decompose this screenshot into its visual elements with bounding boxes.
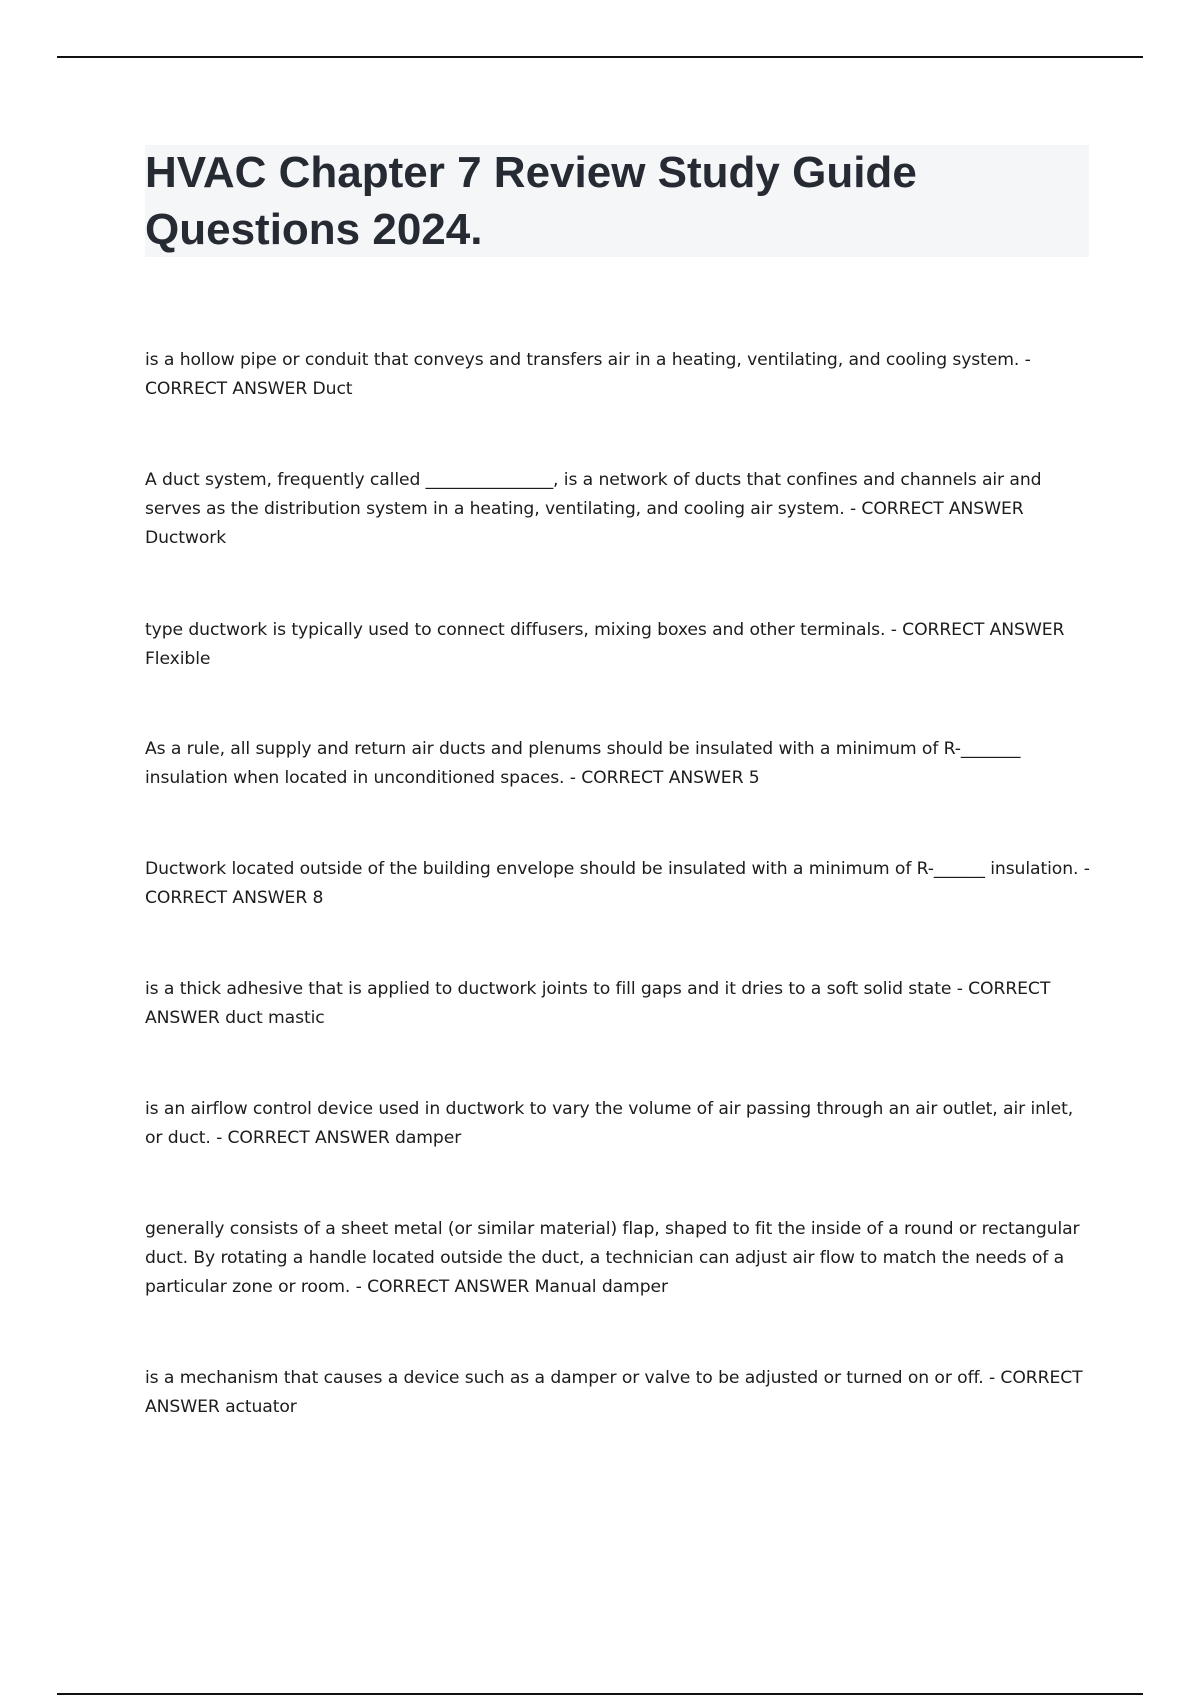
question-item: is a thick adhesive that is applied to ductwork joints to fill gaps and it dries to a soft solid state - CORRECT ANSWER duct mastic [145, 979, 1051, 1028]
question-item: is a hollow pipe or conduit that conveys and transfers air in a heating, ventilating, and cooling system. - CORRECT ANSWER Duct [145, 350, 1031, 399]
top-rule [57, 56, 1143, 58]
question-item: As a rule, all supply and return air ducts and plenums should be insulated with a minimum of R-_______ insulation when located in unconditioned spaces. - CORRECT ANSWER 5 [145, 739, 1021, 788]
question-item: Ductwork located outside of the building envelope should be insulated with a minimum of R-______ insulation. - CORRECT ANSWER 8 [145, 859, 1090, 908]
question-item: is an airflow control device used in ductwork to vary the volume of air passing through an air outlet, air inlet, or duct. - CORRECT ANSWER damper [145, 1099, 1074, 1148]
bottom-rule [57, 1693, 1143, 1695]
question-item: A duct system, frequently called _______________, is a network of ducts that confines and channels air and serves as the distribution system in a heating, ventilating, and cooling air system. - CORRECT ANSWER Ductwork [145, 470, 1042, 548]
question-item: type ductwork is typically used to connect diffusers, mixing boxes and other terminals. - CORRECT ANSWER Flexible [145, 620, 1065, 669]
page-title: HVAC Chapter 7 Review Study Guide Questions 2024. [145, 148, 917, 254]
question-item: generally consists of a sheet metal (or similar material) flap, shaped to fit the inside of a round or rectangular duct. By rotating a handle located outside the duct, a technician can adjust air flow to match the needs of a particular zone or room. - CORRECT ANSWER Manual damper [145, 1219, 1080, 1297]
question-item: is a mechanism that causes a device such as a damper or valve to be adjusted or turned on or off. - CORRECT ANSWER actuator [145, 1368, 1083, 1417]
